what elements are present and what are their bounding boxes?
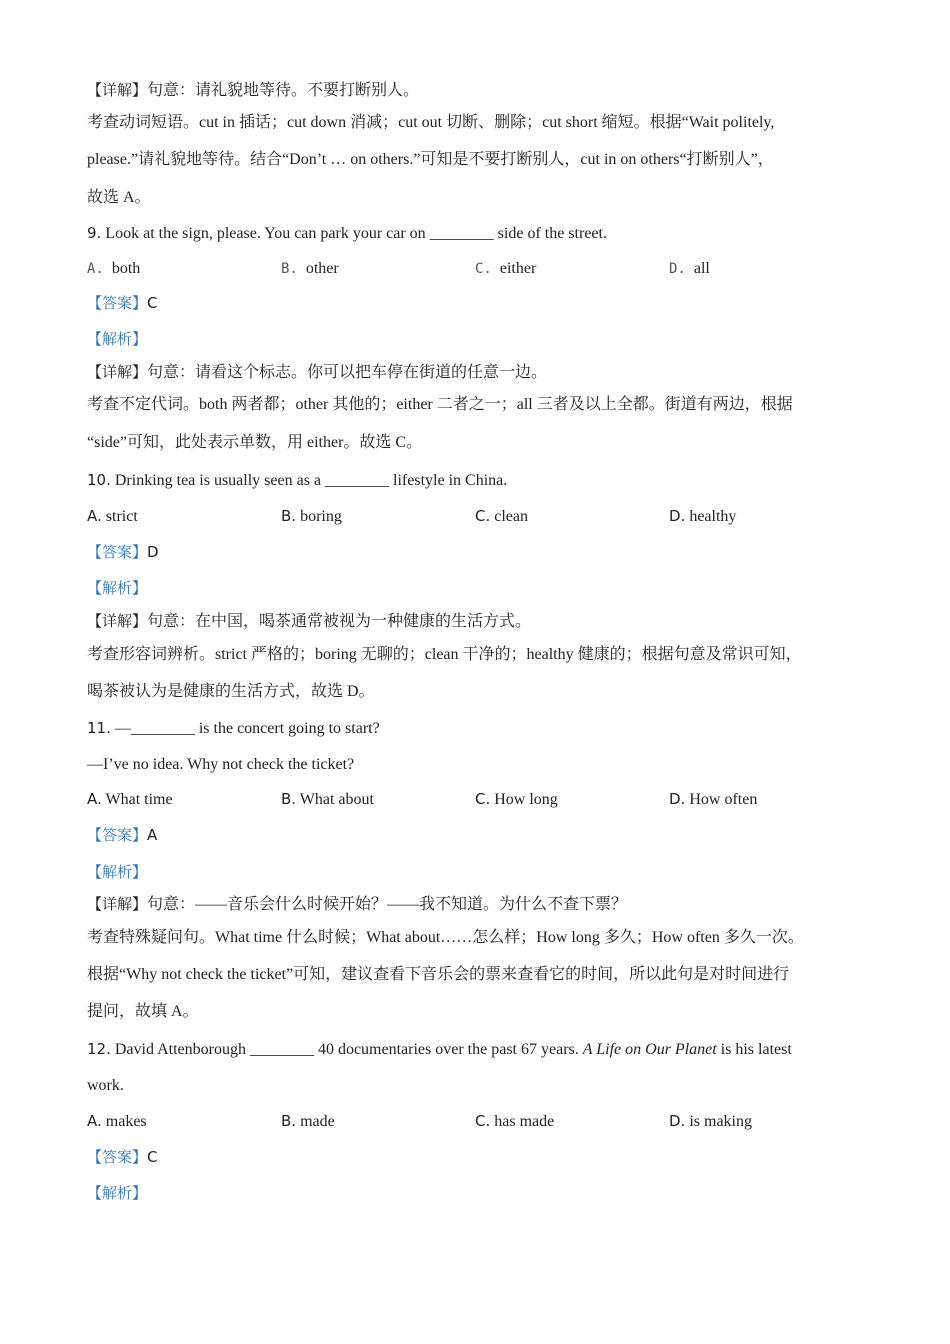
q12-option-d: D. is making [669, 1112, 752, 1130]
q12-option-c: C. has made [475, 1112, 555, 1130]
detail-text: 句意：请看这个标志。你可以把车停在街道的任意一边。 [147, 364, 548, 381]
q10-detail [87, 610, 890, 633]
q11-option-c: C. How long [475, 790, 558, 808]
answer-value: D [147, 543, 159, 561]
q10-option-d: D. healthy [669, 507, 737, 525]
q12-stem [87, 1038, 890, 1061]
q9-detail [87, 361, 890, 384]
q9-stem [87, 222, 890, 245]
q12-analysis-tag: 【解析】 [87, 1184, 148, 1202]
q11-analysis-tag: 【解析】 [87, 863, 148, 881]
q11-explain-line-1: 考查特殊疑问句。What time 什么时候；What about……怎么样；How long 多久；How often 多久一次。 [87, 929, 804, 946]
question-number: 9. [87, 224, 102, 242]
q12-stem-2: work. [87, 1077, 124, 1094]
q12-option-a: A. makes [87, 1112, 147, 1130]
q10-explain-line-1: 考查形容词辨析。strict 严格的；boring 无聊的；clean 干净的；healthy 健康的；根据句意及常识可知， [87, 646, 802, 663]
q11-option-b: B. What about [281, 790, 374, 808]
q10-analysis-tag: 【解析】 [87, 579, 148, 597]
q11-detail [87, 893, 890, 916]
detail-tag: 【详解】 [87, 363, 148, 381]
question-number: 11. [87, 719, 111, 737]
q12-option-b: B. made [281, 1112, 335, 1130]
q9-option-a: A. both [87, 260, 141, 277]
detail-text: 句意：请礼貌地等待。不要打断别人。 [147, 82, 420, 99]
detail-tag: 【详解】 [87, 612, 148, 630]
answer-value: A [147, 826, 158, 844]
detail-tag: 【详解】 [87, 81, 148, 99]
q11-option-d: D. How often [669, 790, 758, 808]
q8-explain-line-2: please.”请礼貌地等待。结合“Don’t … on others.”可知是不要打断别人，cut in on others“打断别人”， [87, 151, 774, 168]
q10-answer [87, 541, 890, 564]
q9-analysis-tag: 【解析】 [87, 330, 148, 348]
detail-tag: 【详解】 [87, 895, 148, 913]
q9-explain-line-1: 考查不定代词。both 两者都；other 其他的；either 二者之一；all 三者及以上全都。街道有两边，根据 [87, 396, 793, 413]
question-text: —________ is the concert going to start? [114, 720, 380, 737]
answer-value: C [147, 294, 158, 312]
q10-option-b: B. boring [281, 507, 342, 525]
q11-stem-1 [87, 717, 890, 740]
question-number: 12. [87, 1040, 111, 1058]
q10-stem [87, 469, 890, 492]
q11-explain-line-2: 根据“Why not check the ticket”可知，建议查看下音乐会的票来查看它的时间，所以此句是对时间进行 [87, 966, 790, 983]
q9-option-d: D. all [669, 260, 710, 277]
answer-value: C [147, 1148, 158, 1166]
detail-text: 句意：在中国，喝茶通常被视为一种健康的生活方式。 [147, 613, 532, 630]
question-text: Look at the sign, please. You can park your car on ________ side of the street. [105, 225, 607, 242]
q10-option-c: C. clean [475, 507, 528, 525]
question-text: David Attenborough ________ 40 documentaries over the past 67 years. [114, 1041, 579, 1058]
q11-explain-line-3: 提问，故填 A。 [87, 1003, 199, 1020]
q9-option-b: B. other [281, 260, 339, 277]
q10-option-a: A. strict [87, 507, 138, 525]
answer-tag: 【答案】 [87, 294, 148, 312]
q8-explain-line-1: 考查动词短语。cut in 插话；cut down 消减；cut out 切断、删除；cut short 缩短。根据“Wait politely, [87, 114, 775, 131]
q11-stem-2: —I’ve no idea. Why not check the ticket? [87, 756, 355, 773]
answer-tag: 【答案】 [87, 543, 148, 561]
q9-option-c: C. either [475, 260, 537, 277]
q9-answer [87, 292, 890, 315]
answer-tag: 【答案】 [87, 826, 148, 844]
answer-tag: 【答案】 [87, 1148, 148, 1166]
question-number: 10. [87, 471, 111, 489]
q12-answer [87, 1146, 890, 1169]
q11-option-a: A. What time [87, 790, 173, 808]
question-text: Drinking tea is usually seen as a ________ lifestyle in China. [114, 472, 508, 489]
q8-explain-line-3: 故选 A。 [87, 189, 151, 206]
q9-explain-line-2: “side”可知，此处表示单数，用 either。故选 C。 [87, 434, 423, 451]
q10-explain-line-2: 喝茶被认为是健康的生活方式，故选 D。 [87, 683, 375, 700]
q8-detail [87, 79, 890, 102]
q11-answer [87, 824, 890, 847]
detail-text: 句意：——音乐会什么时候开始？——我不知道。为什么不查下票？ [147, 896, 628, 913]
documentary-title: A Life on Our Planet [582, 1041, 717, 1058]
question-text-end: is his latest [720, 1041, 792, 1058]
